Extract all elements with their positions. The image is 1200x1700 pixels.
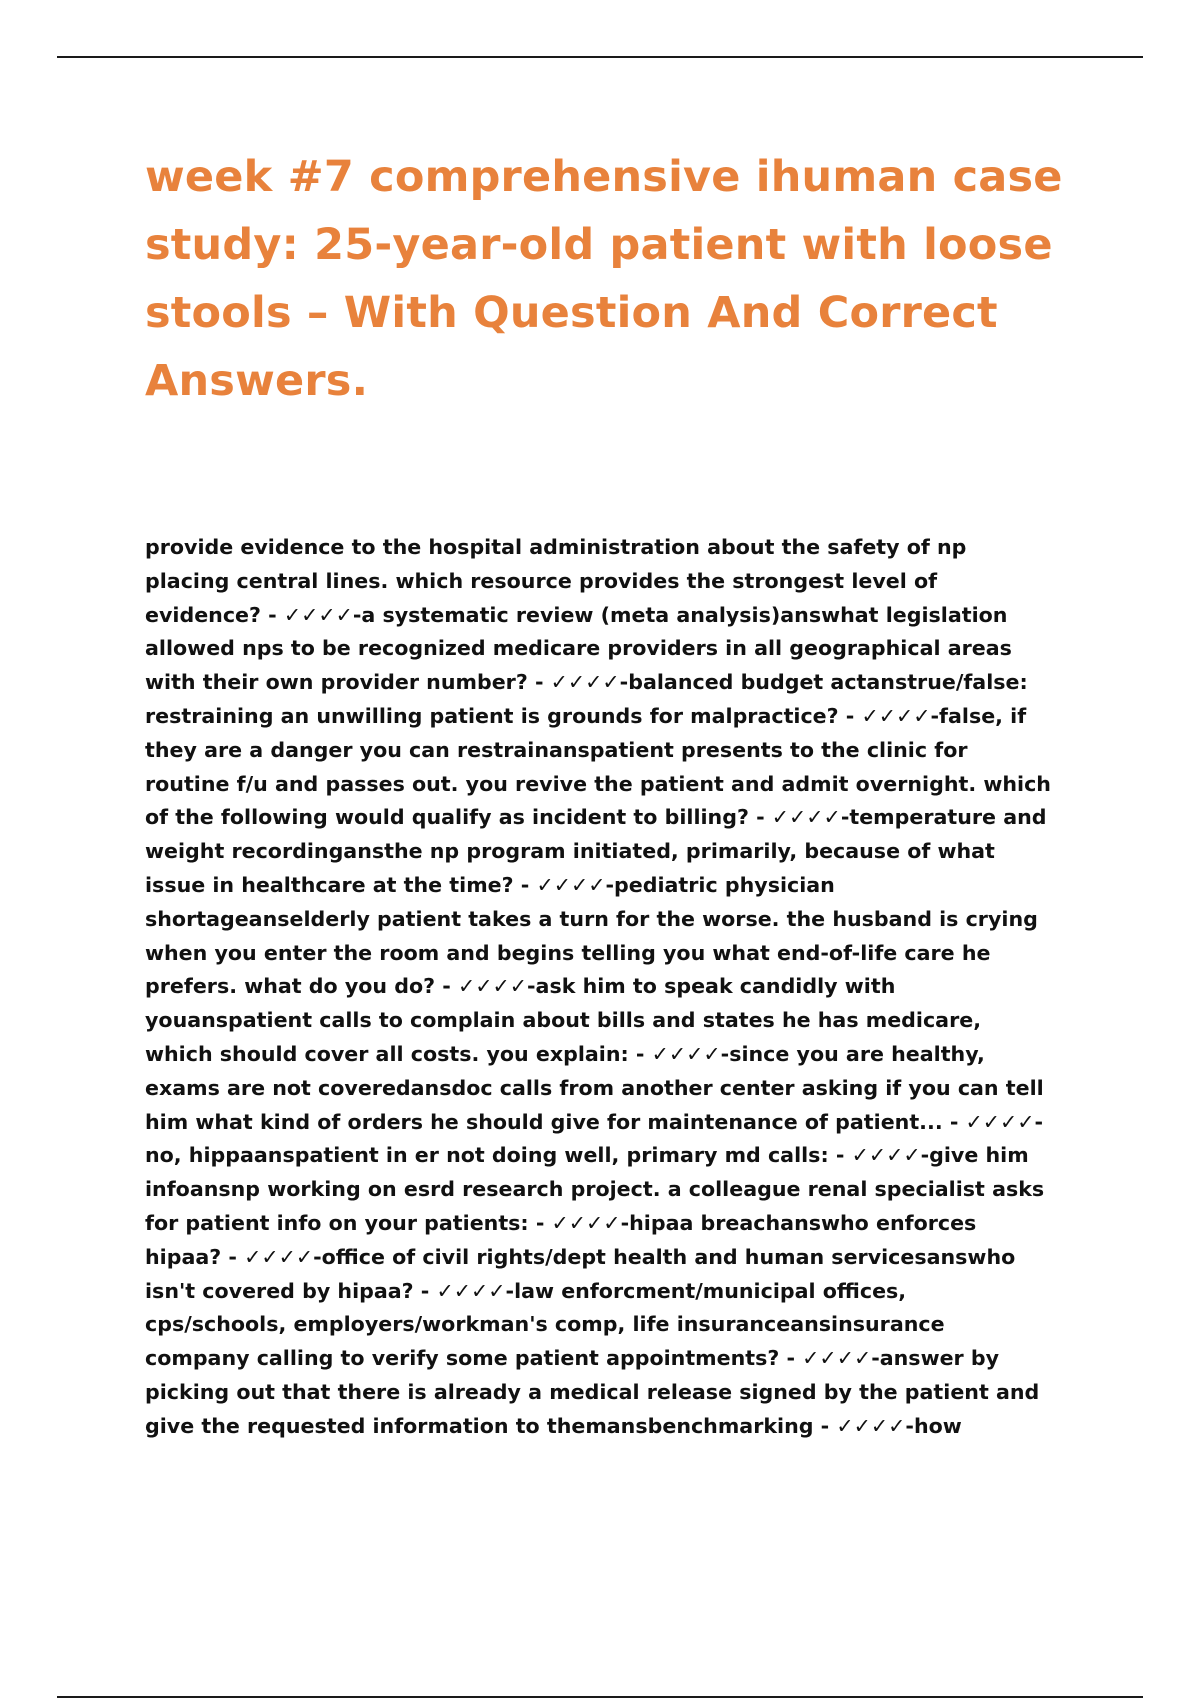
body-line: infoansnp working on esrd research project. a colleague renal specialist asks — [145, 1177, 1045, 1202]
title-line: stools – With Question And Correct — [145, 288, 998, 338]
body-line: routine f/u and passes out. you revive the patient and admit overnight. which — [145, 771, 1051, 796]
body-line: restraining an unwilling patient is grounds for malpractice? - ✓✓✓✓-false, if — [145, 703, 1027, 728]
body-line: they are a danger you can restrainanspatient presents to the clinic for — [145, 737, 968, 762]
body-line: cps/schools, employers/workman's comp, life insuranceansinsurance — [145, 1312, 945, 1337]
bottom-rule — [57, 1696, 1143, 1698]
top-rule — [57, 56, 1143, 58]
body-line: placing central lines. which resource provides the strongest level of — [145, 568, 938, 593]
title-line: Answers. — [145, 356, 369, 406]
body-line: weight recordingansthe np program initiated, primarily, because of what — [145, 839, 995, 864]
body-line: with their own provider number? - ✓✓✓✓-balanced budget actanstrue/false: — [145, 670, 1028, 695]
body-line: allowed nps to be recognized medicare providers in all geographical areas — [145, 636, 1012, 661]
body-line: issue in healthcare at the time? - ✓✓✓✓-pediatric physician — [145, 872, 835, 897]
body-line: provide evidence to the hospital administration about the safety of np — [145, 535, 967, 559]
body-line: exams are not coveredansdoc calls from another center asking if you can tell — [145, 1075, 1044, 1100]
body-line: for patient info on your patients: - ✓✓✓✓-hipaa breachanswho enforces — [145, 1210, 977, 1235]
body-line: of the following would qualify as incident to billing? - ✓✓✓✓-temperature and — [145, 805, 1047, 830]
body-line: evidence? - ✓✓✓✓-a systematic review (meta analysis)answhat legislation — [145, 602, 1008, 627]
document-body — [145, 531, 1095, 1444]
body-line: isn't covered by hipaa? - ✓✓✓✓-law enforcment/municipal offices, — [145, 1278, 907, 1303]
body-line: prefers. what do you do? - ✓✓✓✓-ask him to speak candidly with — [145, 974, 896, 999]
body-line: when you enter the room and begins telling you what end-of-life care he — [145, 940, 991, 965]
body-line: which should cover all costs. you explain: - ✓✓✓✓-since you are healthy, — [145, 1041, 985, 1066]
title-line: week #7 comprehensive ihuman case — [145, 152, 1063, 202]
body-line: picking out that there is already a medical release signed by the patient and — [145, 1379, 1040, 1404]
body-line: give the requested information to themansbenchmarking - ✓✓✓✓-how — [145, 1413, 962, 1438]
body-line: shortageanselderly patient takes a turn for the worse. the husband is crying — [145, 906, 1038, 931]
body-line: no, hippaanspatient in er not doing well, primary md calls: - ✓✓✓✓-give him — [145, 1143, 1029, 1168]
title-line: study: 25-year-old patient with loose — [145, 220, 1053, 270]
body-line: him what kind of orders he should give for maintenance of patient... - ✓✓✓✓- — [145, 1109, 1044, 1134]
body-line: hipaa? - ✓✓✓✓-office of civil rights/dept health and human servicesanswho — [145, 1244, 1016, 1269]
body-line: company calling to verify some patient appointments? - ✓✓✓✓-answer by — [145, 1346, 1000, 1371]
document-title — [145, 143, 1105, 415]
body-line: youanspatient calls to complain about bills and states he has medicare, — [145, 1008, 982, 1033]
